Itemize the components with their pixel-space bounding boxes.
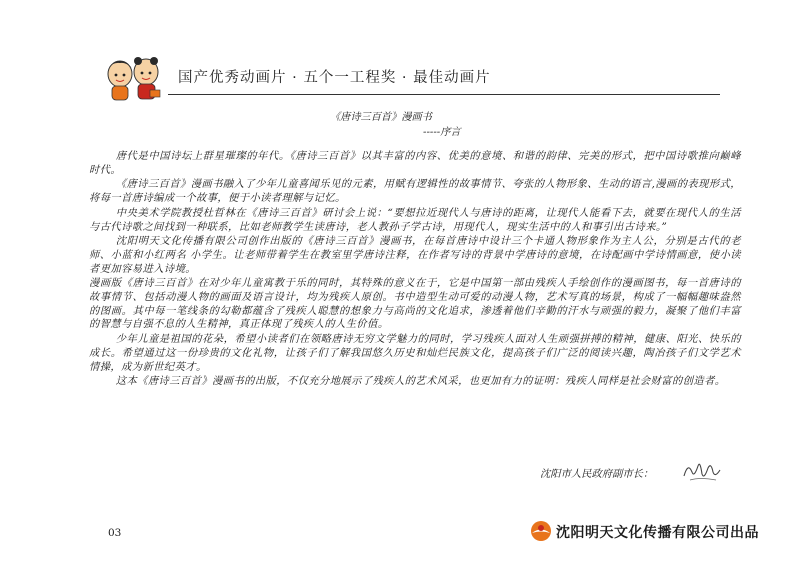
paragraph: 唐代是中国诗坛上群星璀璨的年代。《唐诗三百首》以其丰富的内容、优美的意境、和谐的韵律、完美的形式，把中国诗歌推向巅峰时代。 (89, 150, 741, 176)
publisher-name: 沈阳明天文化传播有限公司出品 (556, 525, 759, 541)
document-subtitle: -----序言 (423, 127, 461, 138)
page-number: 03 (108, 527, 122, 539)
preface-body (89, 150, 741, 390)
paragraph: 沈阳明天文化传播有限公司创作出版的《唐诗三百首》漫画书，在每首唐诗中设计三个卡通人物形象作为主人公，分别是古代的老师、小蓝和小红两名 小学生。让老师带着学生在教室里学唐诗注释，在作者写诗的背景中学唐诗的意境，在诗配画中学诗情画意，使小读者更加容易进入诗境。 (89, 235, 741, 275)
paragraph: 中央美术学院教授杜哲林在《唐诗三百首》研讨会上说：“要想拉近现代人与唐诗的距离，让现代人能看下去，就要在现代人的生活与古代诗歌之间找到一种联系，比如老师教学生读唐诗，老人教孙子学古诗，用现代人，现实生活中的人和事引出古诗来。” (89, 206, 741, 233)
paragraph: 《唐诗三百首》漫画书融入了少年儿童喜闻乐见的元素，用赋有逻辑性的故事情节、夸张的人物形象、生动的语言,漫画的表现形式，将每一首唐诗编成一个故事，便于小读者理解与记忆。 (89, 178, 741, 205)
header-title: 国产优秀动画片 · 五个一工程奖 · 最佳动画片 (178, 70, 491, 86)
publisher-logo-icon (530, 520, 552, 542)
paragraph: 这本《唐诗三百首》漫画书的出版，不仅充分地展示了残疾人的艺术风采，也更加有力的证明：残疾人同样是社会财富的创造者。 (115, 375, 726, 388)
document-title: 《唐诗三百首》漫画书 (330, 112, 432, 123)
paragraph: 漫画版《唐诗三百首》在对少年儿童寓教于乐的同时，其特殊的意义在于，它是中国第一部由残疾人手绘创作的漫画图书，每一首唐诗的故事情节、包括动漫人物的画面及语言设计，均为残疾人原创。书中造型生动可爱的动漫人物，艺术写真的场景，构成了一幅幅趣味盎然的图画。其中每一笔线条的勾勒都蕴含了残疾人聪慧的想象力与高尚的文化追求，渗透着他们辛勤的汗水与顽强的毅力，凝聚了他们丰富的智慧与自强不息的人生精神，真正体现了残疾人的人生价值。 (89, 277, 741, 331)
handwritten-signature (680, 458, 724, 484)
paragraph: 少年儿童是祖国的花朵，希望小读者们在领略唐诗无穷文学魅力的同时，学习残疾人面对人生顽强拼搏的精神，健康、阳光、快乐的成长。希望通过这一份珍贵的文化礼物，让孩子们了解我国悠久历史和灿烂民族文化，提高孩子们广泛的阅读兴趣，陶冶孩子们文学艺术情操，成为新世纪英才。 (89, 333, 741, 373)
cartoon-children-logo (98, 44, 168, 104)
header-divider (168, 94, 720, 95)
signature-line: 沈阳市人民政府副市长： (540, 468, 654, 480)
